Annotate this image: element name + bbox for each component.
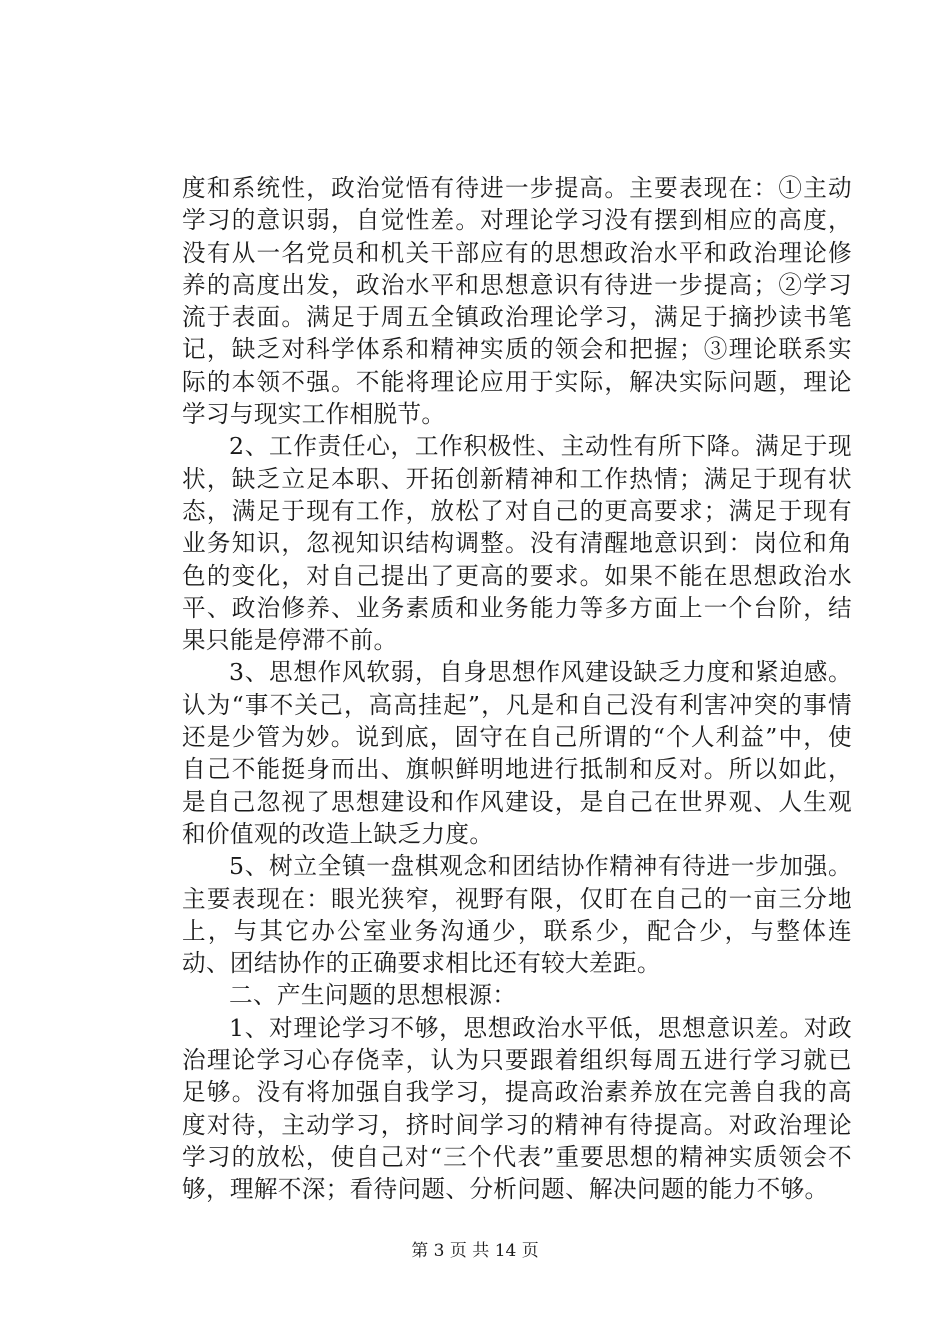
document-body [182,172,852,1206]
page-number-footer: 第 3 页 共 14 页 [411,1241,539,1261]
paragraph-item-5: 5、树立全镇一盘棋观念和团结协作精神有待进一步加强。主要表现在：眼光狭窄，视野有限，仅盯在自己的一亩三分地上，与其它办公室业务沟通少，联系少，配合少，与整体连动、团结协作的正确要求相比还有较大差距。 [182,852,852,978]
paragraph-continuation: 度和系统性，政治觉悟有待进一步提高。主要表现在：①主动学习的意识弱，自觉性差。对理论学习没有摆到相应的高度，没有从一名党员和机关干部应有的思想政治水平和政治理论修养的高度出发，政治水平和思想意识有待进一步提高；②学习流于表面。满足于周五全镇政治理论学习，满足于摘抄读书笔记，缺乏对科学体系和精神实质的领会和把握；③理论联系实际的本领不强。不能将理论应用于实际，解决实际问题，理论学习与现实工作相脱节。 [182,174,852,429]
paragraph-item-3: 3、思想作风软弱，自身思想作风建设缺乏力度和紧迫感。认为“事不关己，高高挂起”，凡是和自己没有利害冲突的事情还是少管为妙。说到底，固守在自己所谓的“个人利益”中，使自己不能挺身而出、旗帜鲜明地进行抵制和反对。所以如此，是自己忽视了思想建设和作风建设，是自己在世界观、人生观和价值观的改造上缺乏力度。 [182,658,852,848]
section-heading-root-causes: 二、产生问题的思想根源： [229,981,517,1010]
paragraph-cause-1: 1、对理论学习不够，思想政治水平低，思想意识差。对政治理论学习心存侥幸，认为只要跟着组织每周五进行学习就已足够。没有将加强自我学习，提高政治素养放在完善自我的高度对待，主动学习，挤时间学习的精神有待提高。对政治理论学习的放松，使自己对“三个代表”重要思想的精神实质领会不够，理解不深；看待问题、分析问题、解决问题的能力不够。 [182,1013,852,1204]
paragraph-item-2: 2、工作责任心，工作积极性、主动性有所下降。满足于现状，缺乏立足本职、开拓创新精神和工作热情；满足于现有状态，满足于现有工作，放松了对自己的更高要求；满足于现有业务知识，忽视知识结构调整。没有清醒地意识到：岗位和角色的变化，对自己提出了更高的要求。如果不能在思想政治水平、政治修养、业务素质和业务能力等多方面上一个台阶，结果只能是停滞不前。 [182,432,852,655]
